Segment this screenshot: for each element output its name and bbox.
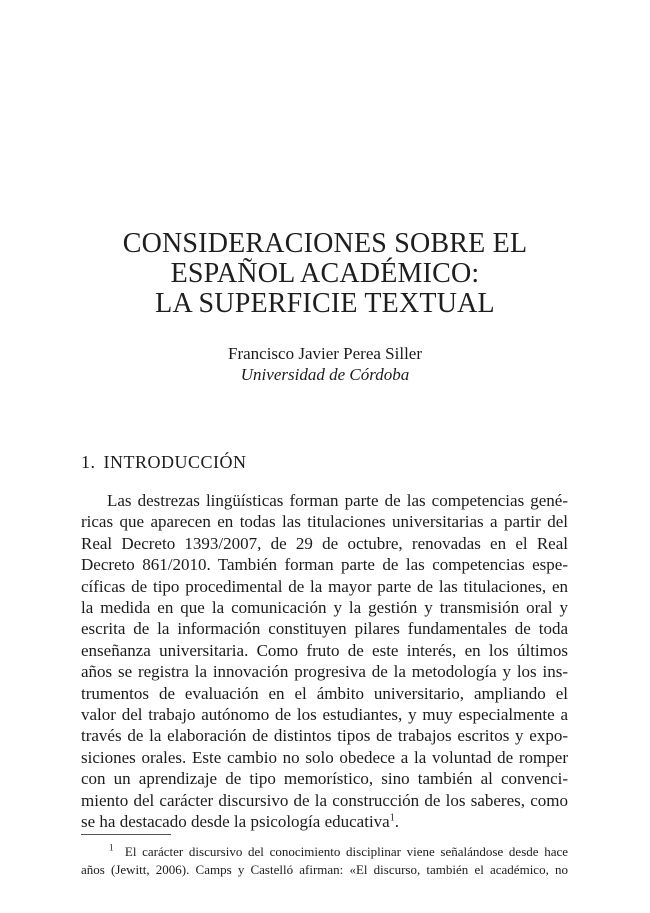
author-name: Francisco Javier Perea Siller bbox=[227, 344, 422, 363]
author-affiliation: Universidad de Córdoba bbox=[240, 365, 410, 384]
paragraph-line: ricas que aparecen en todas las titulaciones universitarias a partir del bbox=[81, 512, 568, 532]
paragraph-line-text: se ha destacado desde la psicología educativa bbox=[81, 812, 390, 832]
title-line-3: LA SUPERFICIE TEXTUAL bbox=[155, 288, 495, 319]
paragraph-line: Decreto 861/2010. También forman parte de las competencias espe- bbox=[81, 555, 568, 575]
title-line-1: CONSIDERACIONES SOBRE EL bbox=[122, 228, 528, 259]
paragraph-end-punct: . bbox=[394, 812, 399, 832]
paragraph-line: trumentos de evaluación en el ámbito universitario, ampliando el bbox=[81, 683, 568, 703]
paragraph-line: la medida en que la comunicación y la gestión y transmisión oral y bbox=[81, 598, 568, 618]
paragraph-line: Real Decreto 1393/2007, de 29 de octubre, renovadas en el Real bbox=[81, 533, 568, 553]
body-paragraph bbox=[81, 490, 568, 833]
paragraph-line: valor del trabajo autónomo de los estudiantes, y muy especialmente a bbox=[81, 705, 568, 725]
footnote-separator bbox=[81, 834, 171, 835]
paragraph-last-line bbox=[81, 811, 568, 832]
paragraph-line: través de la elaboración de distintos tipos de trabajos escritos y expo- bbox=[81, 726, 568, 746]
section-heading bbox=[81, 451, 247, 473]
paragraph-line: siciones orales. Este cambio no solo obedece a la voluntad de romper bbox=[81, 747, 568, 767]
paragraph-line: Las destrezas lingüísticas forman parte de las competencias gené- bbox=[107, 491, 568, 510]
footnote-text-1: El carácter discursivo del conocimiento disciplinar viene señalándose desde hace bbox=[124, 844, 569, 859]
footnote bbox=[81, 843, 568, 879]
footnote-line-2: años (Jewitt, 2006). Camps y Castelló afirman: «El discurso, también el académico, no bbox=[81, 862, 568, 877]
section-number: 1. bbox=[81, 452, 96, 472]
title-line-2: ESPAÑOL ACADÉMICO: bbox=[170, 258, 480, 289]
paragraph-line: cíficas de tipo procedimental de la mayor parte de las titulaciones, en bbox=[81, 576, 568, 596]
footnote-reference[interactable]: 1 bbox=[389, 812, 395, 824]
paragraph-line: miento del carácter discursivo de la construcción de los saberes, como bbox=[81, 790, 568, 810]
paragraph-line: enseñanza universitaria. Como fruto de este interés, en los últimos bbox=[81, 640, 568, 660]
footnote-marker: 1 bbox=[109, 842, 114, 853]
footnote-line-1 bbox=[81, 843, 568, 861]
section-title: INTRODUCCIÓN bbox=[103, 452, 247, 472]
paragraph-line: con un aprendizaje de tipo memorístico, sino también al convenci- bbox=[81, 769, 568, 789]
paragraph-line: escrita de la información constituyen pilares fundamentales de toda bbox=[81, 619, 568, 639]
article-title bbox=[80, 229, 570, 319]
paragraph-line: años se registra la innovación progresiva de la metodología y los ins- bbox=[81, 662, 568, 682]
